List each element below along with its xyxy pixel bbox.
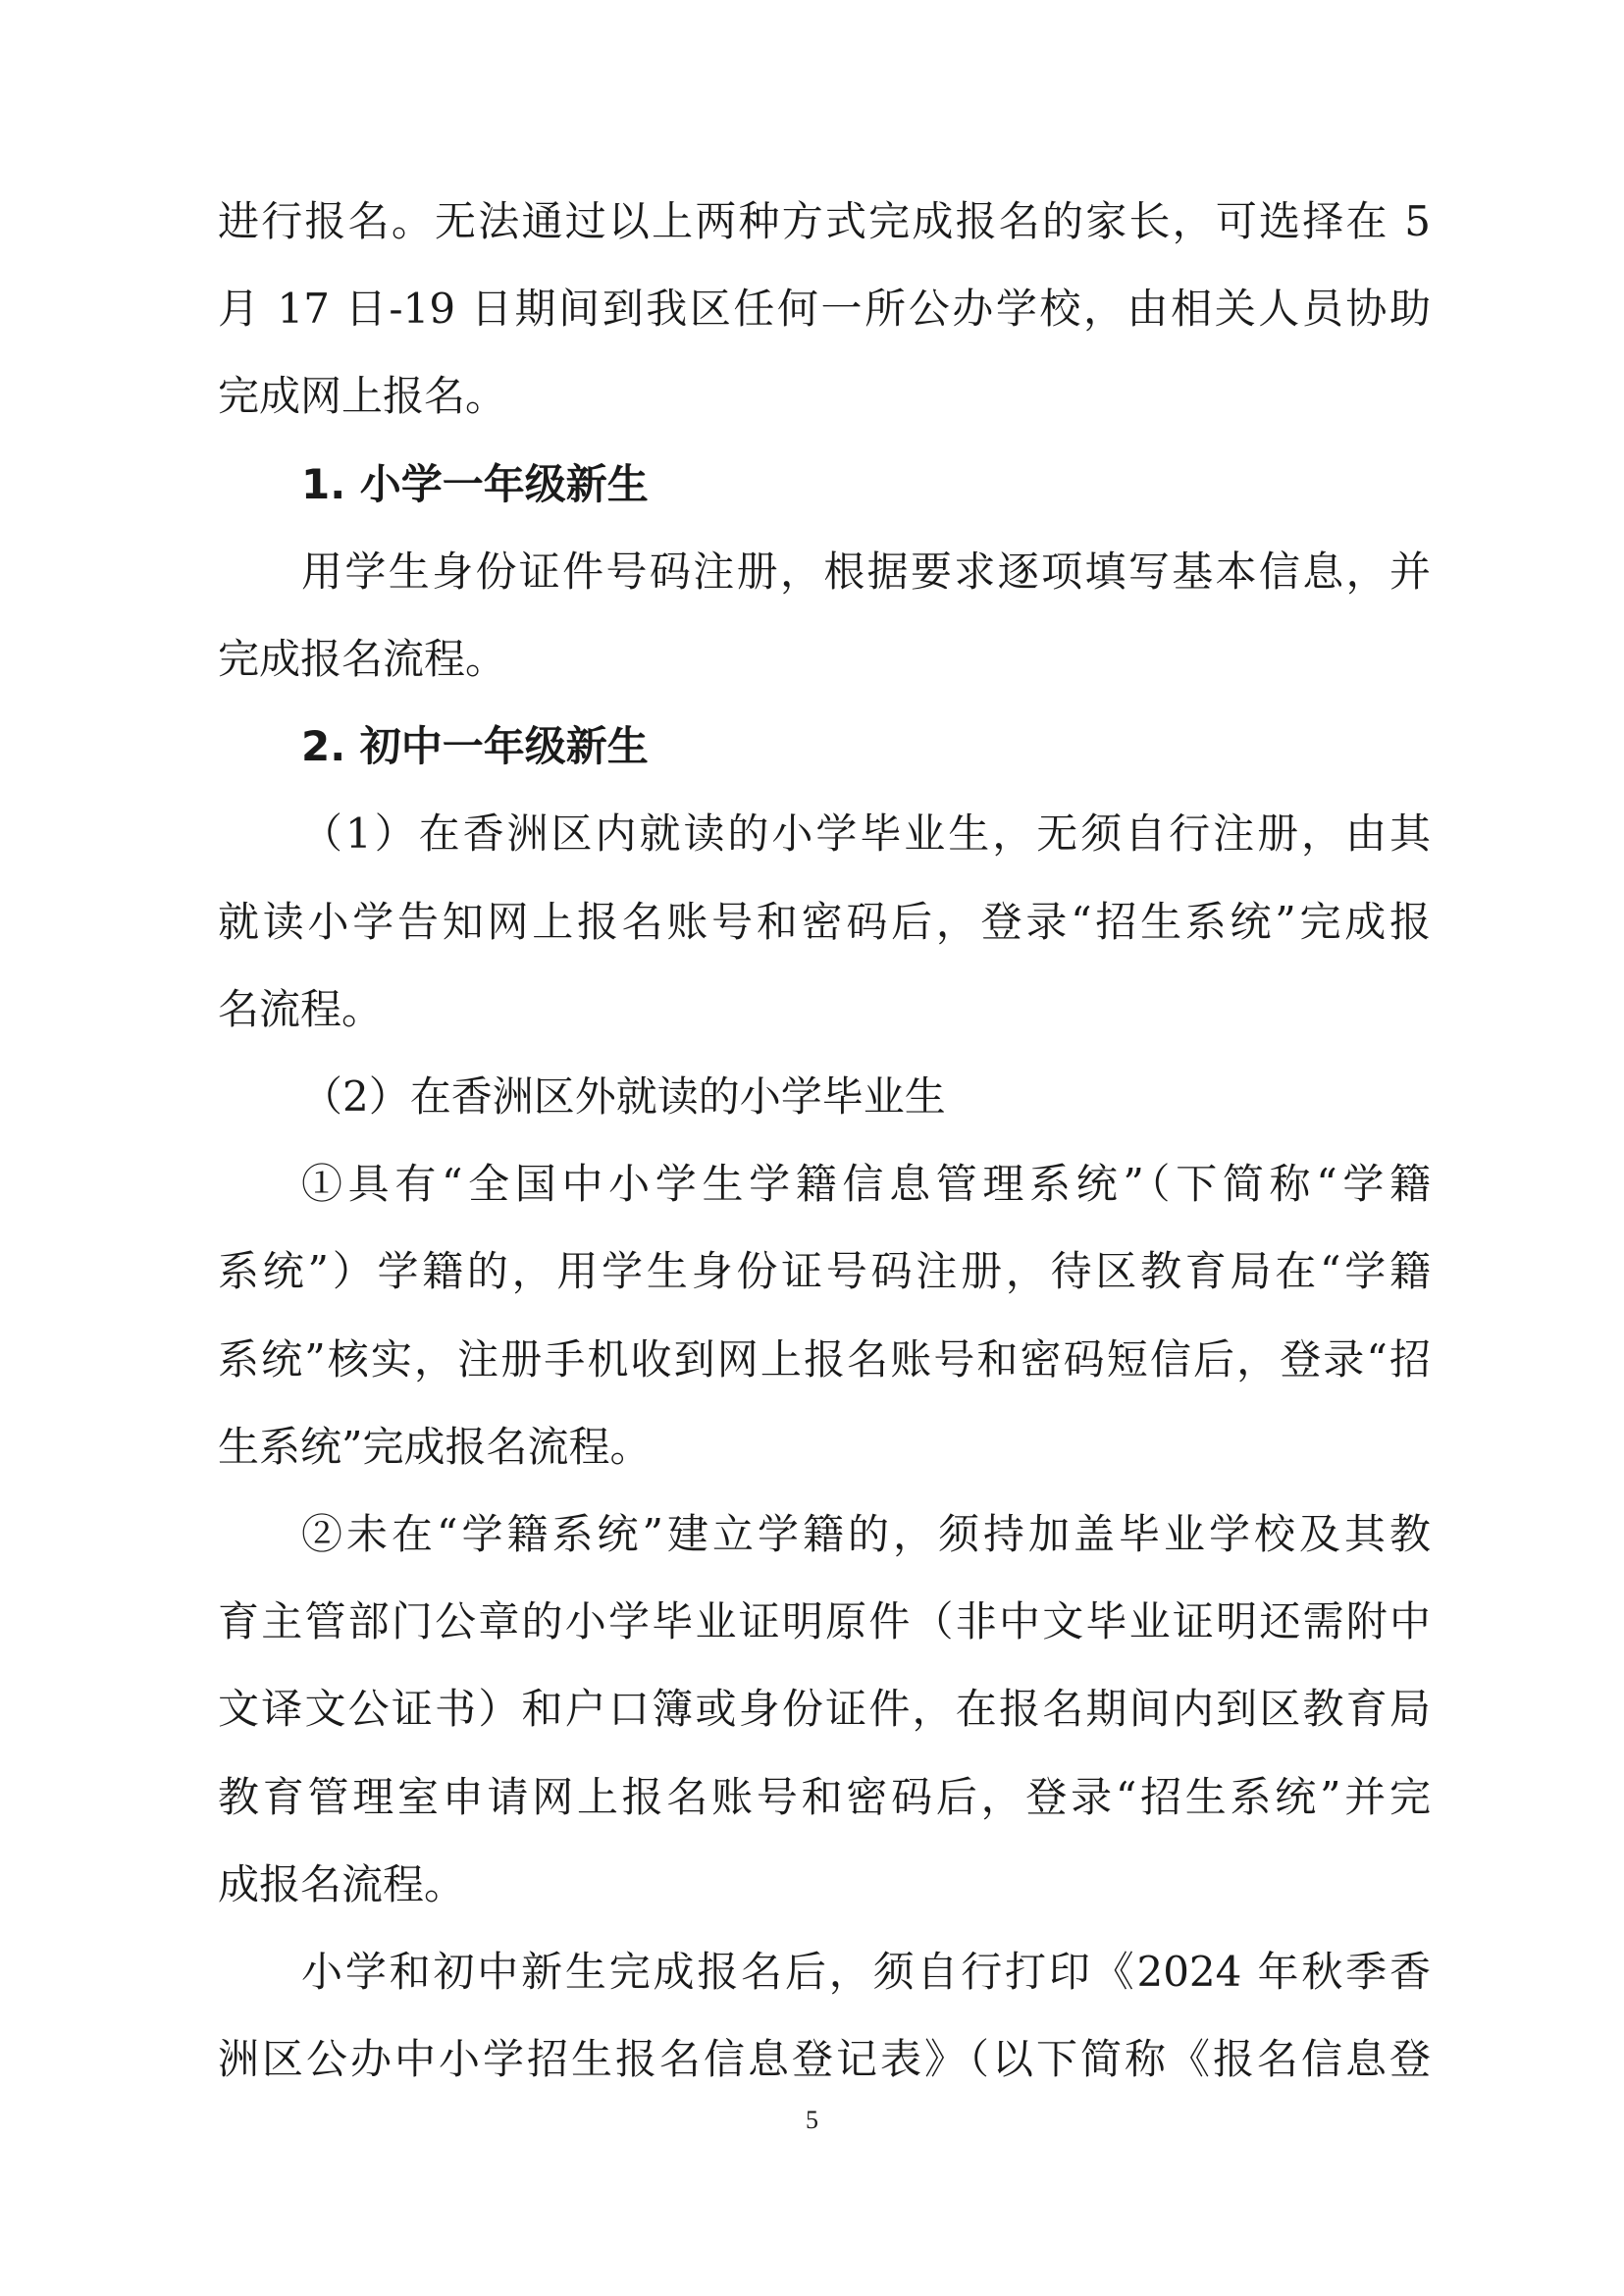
body-line: 就读小学告知网上报名账号和密码后，登录“招生系统”完成报 xyxy=(218,898,1431,946)
body-line: 完成报名流程。 xyxy=(218,635,507,683)
body-line: （1）在香洲区内就读的小学毕业生，无须自行注册，由其 xyxy=(301,809,1431,858)
body-line: 用学生身份证件号码注册，根据要求逐项填写基本信息，并 xyxy=(301,548,1431,596)
body-line: 进行报名。无法通过以上两种方式完成报名的家长，可选择在 5 xyxy=(218,197,1431,245)
body-line: 完成网上报名。 xyxy=(218,372,507,420)
body-line: 小学和初中新生完成报名后，须自行打印《2024 年秋季香 xyxy=(301,1948,1431,1996)
body-line: 系统”）学籍的，用学生身份证号码注册，待区教育局在“学籍 xyxy=(218,1247,1431,1295)
body-line: 洲区公办中小学招生报名信息登记表》（以下简称《报名信息登 xyxy=(218,2035,1431,2083)
section-heading-primary-grade-one: 1. 小学一年级新生 xyxy=(301,460,649,508)
body-line: 教育管理室申请网上报名账号和密码后，登录“招生系统”并完 xyxy=(218,1773,1431,1821)
section-heading-junior-grade-one: 2. 初中一年级新生 xyxy=(301,722,649,770)
body-line: 生系统”完成报名流程。 xyxy=(218,1423,652,1471)
body-line: 育主管部门公章的小学毕业证明原件（非中文毕业证明还需附中 xyxy=(218,1597,1431,1645)
body-line: 月 17 日-19 日期间到我区任何一所公办学校，由相关人员协助 xyxy=(218,285,1431,333)
body-line: ②未在“学籍系统”建立学籍的，须持加盖毕业学校及其教 xyxy=(301,1510,1431,1558)
body-line: 成报名流程。 xyxy=(218,1860,466,1908)
body-line: （2）在香洲区外就读的小学毕业生 xyxy=(301,1072,946,1121)
body-line: 系统”核实，注册手机收到网上报名账号和密码短信后，登录“招 xyxy=(218,1335,1431,1383)
page-number: 5 xyxy=(806,2106,818,2134)
body-line: 文译文公证书）和户口簿或身份证件，在报名期间内到区教育局 xyxy=(218,1685,1431,1733)
body-line: 名流程。 xyxy=(218,985,384,1033)
body-line: ①具有“全国中小学生学籍信息管理系统”（下简称“学籍 xyxy=(301,1160,1431,1208)
